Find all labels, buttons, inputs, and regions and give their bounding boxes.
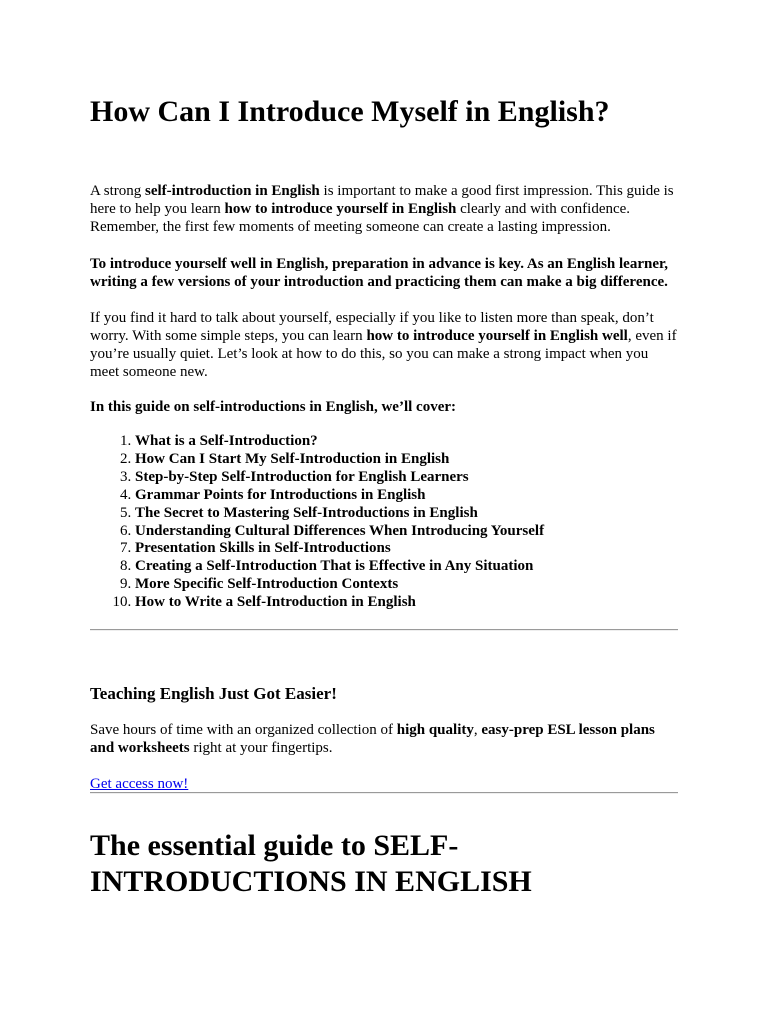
intro-bold-2: how to introduce yourself in English — [224, 201, 457, 217]
cover-heading: In this guide on self-introductions in English, we’ll cover: — [90, 399, 457, 415]
toc-item: 1. What is a Self-Introduction? — [135, 433, 695, 451]
key-point-paragraph: To introduce yourself well in English, preparation in advance is key. As an English learner, writing a few versions of your introduction and practicing them can make a big difference. — [90, 256, 669, 290]
quiet-text-2: , even if you’re usually quiet. Let’s look at how to do this, so you can make a strong impact when you meet someone new. — [90, 328, 677, 380]
quiet-text-1: If you find it hard to talk about yourself, especially if you like to listen more than speak, don’t worry. With some simple steps, you can learn — [90, 310, 654, 344]
promo-text-1: Save hours of time with an organized collection of — [90, 722, 397, 738]
divider-top — [90, 629, 678, 631]
toc-item: 6. Understanding Cultural Differences When Introducing Yourself — [135, 523, 695, 541]
toc-item: 8. Creating a Self-Introduction That is Effective in Any Situation — [135, 558, 695, 576]
toc-item: 5. The Secret to Mastering Self-Introductions in English — [135, 505, 695, 523]
intro-text-2: is important to make a good first impression. This guide is here to help you learn — [90, 183, 674, 217]
promo-bold-2: easy-prep ESL lesson plans and worksheets — [90, 722, 655, 756]
toc-item: 9. More Specific Self-Introduction Contexts — [135, 576, 695, 594]
promo-text-2: , — [473, 722, 482, 738]
promo-text-3: right at your fingertips. — [189, 740, 333, 756]
intro-text-3: clearly and with confidence. Remember, the first few moments of meeting someone can create a lasting impression. — [90, 201, 631, 235]
toc-item: 3. Step-by-Step Self-Introduction for English Learners — [135, 469, 695, 487]
table-of-contents — [90, 433, 695, 612]
page-title: How Can I Introduce Myself in English? — [90, 95, 610, 128]
quiet-paragraph — [90, 309, 680, 381]
section-title: The essential guide to SELF-INTRODUCTIONS IN ENGLISH — [90, 829, 532, 898]
toc-item: 4. Grammar Points for Introductions in English — [135, 487, 695, 505]
toc-item: 2. How Can I Start My Self-Introduction in English — [135, 451, 695, 469]
intro-bold-1: self-introduction in English — [145, 183, 320, 199]
promo-title: Teaching English Just Got Easier! — [90, 684, 337, 703]
toc-item: 10. How to Write a Self-Introduction in English — [135, 594, 695, 612]
promo-bold-1: high quality — [396, 722, 474, 738]
toc-item: 7. Presentation Skills in Self-Introductions — [135, 540, 695, 558]
divider-bottom — [90, 792, 678, 794]
intro-text-1: A strong — [90, 183, 146, 199]
promo-paragraph — [90, 721, 680, 757]
intro-paragraph — [90, 182, 680, 236]
quiet-bold-1: how to introduce yourself in English well — [366, 328, 628, 344]
get-access-link[interactable]: Get access now! — [90, 776, 189, 792]
